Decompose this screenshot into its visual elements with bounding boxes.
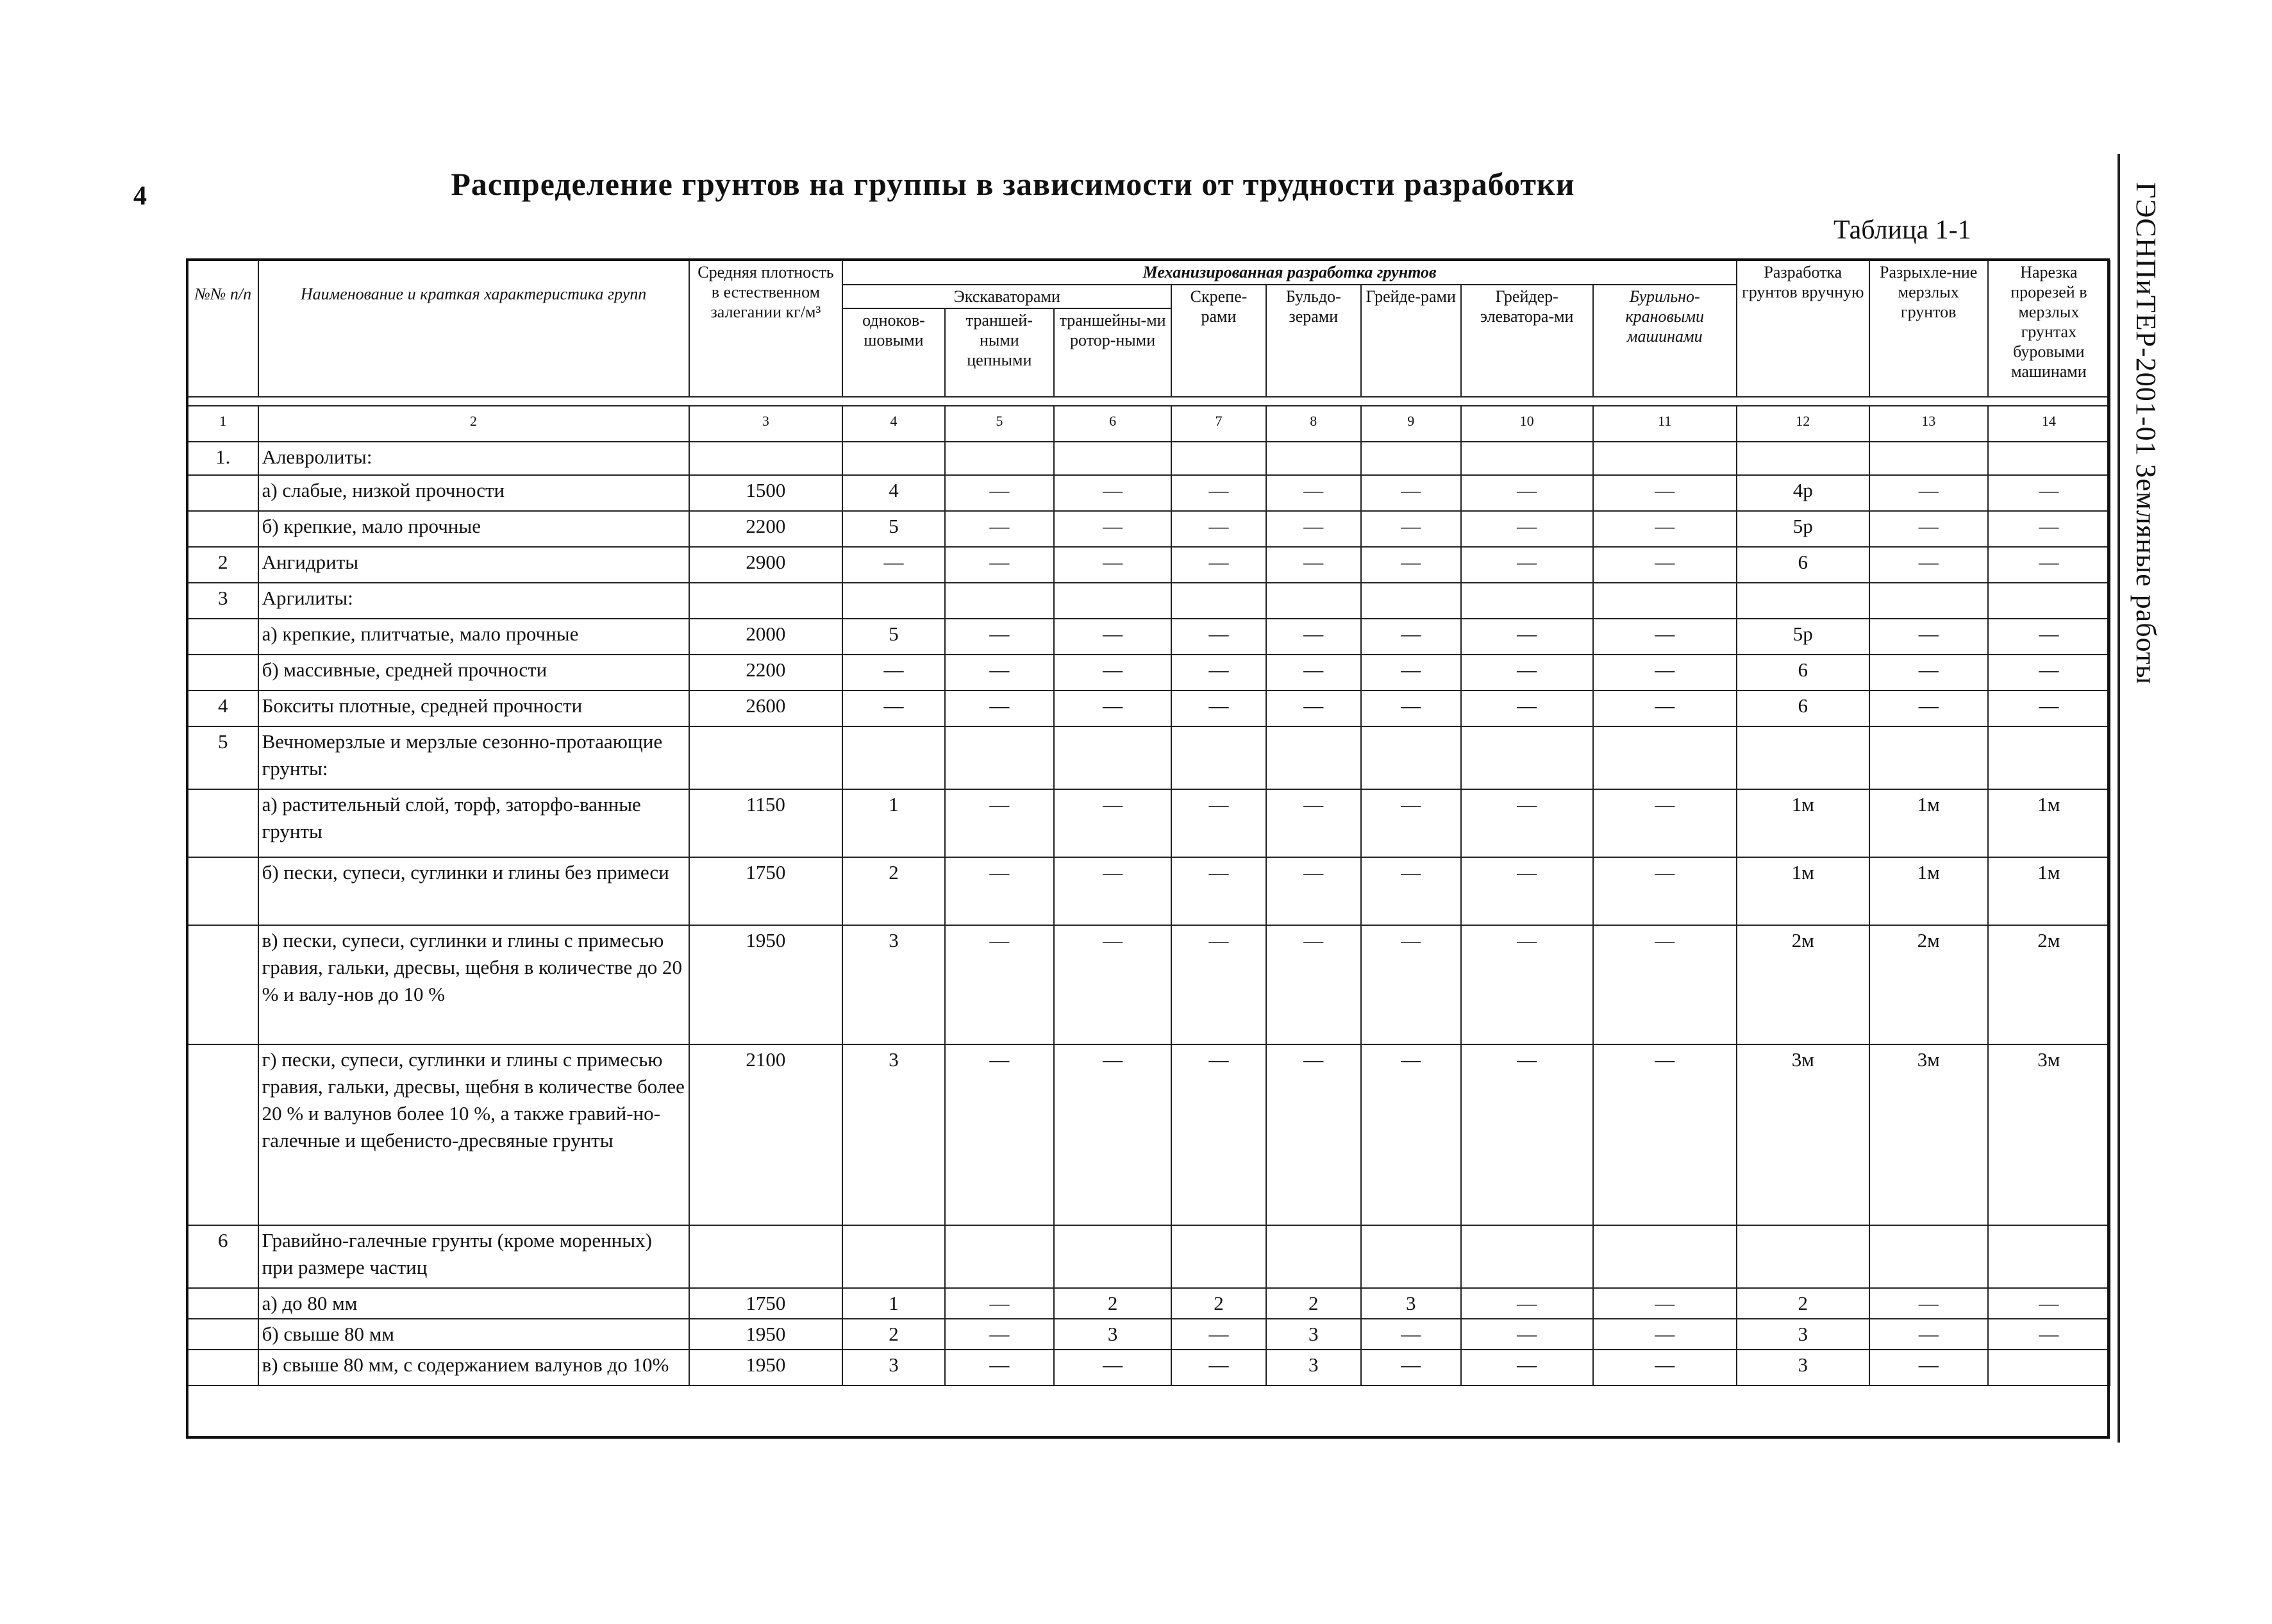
header-manual: Разработка грунтов вручную [1737, 260, 1869, 397]
group-value: 1м [1988, 857, 2110, 925]
group-value: — [1266, 511, 1361, 547]
density-value: 1950 [689, 1350, 843, 1385]
group-value [1054, 442, 1171, 475]
group-value: — [1988, 547, 2110, 583]
group-value: 5р [1737, 619, 1869, 655]
group-value [1737, 583, 1869, 619]
table-row [188, 619, 2110, 655]
group-value: 3м [1988, 1044, 2110, 1225]
column-number: 11 [1593, 406, 1737, 442]
group-value: — [945, 475, 1055, 511]
group-value: — [1593, 475, 1737, 511]
group-value: — [1361, 857, 1461, 925]
group-value: — [1461, 619, 1593, 655]
row-number: 3 [188, 583, 258, 619]
row-number [188, 655, 258, 691]
group-value: — [1869, 511, 1988, 547]
group-value [1988, 442, 2110, 475]
group-value [1266, 442, 1361, 475]
group-value: — [1988, 655, 2110, 691]
group-value: — [1171, 511, 1266, 547]
group-value [1171, 1225, 1266, 1288]
header-mechanized: Механизированная разработка грунтов [842, 260, 1737, 285]
group-value: — [1869, 619, 1988, 655]
group-value: — [1461, 547, 1593, 583]
group-value: 1м [1737, 857, 1869, 925]
table-row [188, 511, 2110, 547]
group-value: 1 [842, 1288, 944, 1319]
group-value [1988, 1350, 2110, 1385]
group-value: — [1054, 619, 1171, 655]
soil-name: Алевролиты: [258, 442, 689, 475]
table-row [188, 547, 2110, 583]
group-value: 3 [842, 925, 944, 1044]
group-value: 2 [1737, 1288, 1869, 1319]
column-number: 3 [689, 406, 843, 442]
group-value: — [1266, 691, 1361, 726]
group-value: — [1361, 925, 1461, 1044]
group-value: — [1266, 655, 1361, 691]
row-number [188, 511, 258, 547]
column-number: 5 [945, 406, 1055, 442]
soil-name: а) растительный слой, торф, заторфо-ванные грунты [258, 789, 689, 857]
group-value: — [1461, 1288, 1593, 1319]
header-drilling-cranes: Бурильно-крановыми машинами [1593, 285, 1737, 397]
group-value [1737, 1225, 1869, 1288]
table-row [188, 726, 2110, 789]
row-number [188, 925, 258, 1044]
group-value: 3м [1737, 1044, 1869, 1225]
group-value: — [1054, 789, 1171, 857]
group-value: 6 [1737, 691, 1869, 726]
group-value: 4 [842, 475, 944, 511]
column-number: 6 [1054, 406, 1171, 442]
group-value [1737, 442, 1869, 475]
group-value: — [1593, 619, 1737, 655]
group-value: — [1171, 475, 1266, 511]
density-value [689, 583, 843, 619]
density-value [689, 442, 843, 475]
soil-name: в) свыше 80 мм, с содержанием валунов до 10% [258, 1350, 689, 1385]
row-number: 2 [188, 547, 258, 583]
group-value: — [1869, 547, 1988, 583]
density-value: 2600 [689, 691, 843, 726]
header-ripping: Разрыхле-ние мерзлых грунтов [1869, 260, 1988, 397]
column-number: 8 [1266, 406, 1361, 442]
group-value [842, 726, 944, 789]
density-value: 1150 [689, 789, 843, 857]
group-value: — [1593, 1350, 1737, 1385]
group-value: — [842, 691, 944, 726]
group-value: — [1869, 655, 1988, 691]
group-value: — [1361, 1319, 1461, 1350]
group-value: — [1593, 655, 1737, 691]
group-value [945, 583, 1055, 619]
group-value: — [1171, 789, 1266, 857]
row-number [188, 1319, 258, 1350]
table-row [188, 442, 2110, 475]
group-value: 3 [842, 1350, 944, 1385]
group-value: — [842, 547, 944, 583]
header-trench-chain: траншей-ными цепными [945, 308, 1055, 397]
group-value: — [1593, 547, 1737, 583]
table-row [188, 789, 2110, 857]
group-value: — [1988, 691, 2110, 726]
table-row [188, 1319, 2110, 1350]
table-row [188, 1288, 2110, 1319]
group-value [1266, 726, 1361, 789]
group-value: 2м [1737, 925, 1869, 1044]
group-value [1266, 583, 1361, 619]
group-value [1593, 442, 1737, 475]
header-scrapers: Скрепе-рами [1171, 285, 1266, 397]
group-value [1593, 1225, 1737, 1288]
group-value: — [1361, 619, 1461, 655]
header-grader-elevators: Грейдер-элеватора-ми [1461, 285, 1593, 397]
table-row [188, 655, 2110, 691]
group-value: — [1171, 925, 1266, 1044]
row-number [188, 619, 258, 655]
group-value: 3 [1737, 1319, 1869, 1350]
group-value: — [1054, 655, 1171, 691]
group-value: — [1461, 511, 1593, 547]
group-value: — [945, 619, 1055, 655]
table-label: Таблица 1-1 [1833, 215, 1971, 245]
group-value: — [1461, 789, 1593, 857]
group-value: — [945, 1350, 1055, 1385]
group-value: 2 [842, 857, 944, 925]
group-value: — [1593, 1044, 1737, 1225]
group-value: — [1593, 925, 1737, 1044]
group-value [1461, 1225, 1593, 1288]
group-value: — [1988, 475, 2110, 511]
density-value [689, 1225, 843, 1288]
table-row [188, 1225, 2110, 1288]
soil-name: б) свыше 80 мм [258, 1319, 689, 1350]
group-value [1171, 583, 1266, 619]
header-slotting: Нарезка прорезей в мерзлых грунтах буровыми машинами [1988, 260, 2110, 397]
header-no: №№ п/п [188, 260, 258, 397]
group-value: — [1361, 691, 1461, 726]
group-value: 3м [1869, 1044, 1988, 1225]
group-value: — [1869, 1288, 1988, 1319]
column-number: 2 [258, 406, 689, 442]
group-value: 1м [1869, 789, 1988, 857]
group-value [1054, 726, 1171, 789]
page-title: Распределение грунтов на группы в зависимости от трудности разработки [451, 166, 1575, 202]
group-value: — [1461, 857, 1593, 925]
group-value [1054, 1225, 1171, 1288]
table-row [188, 925, 2110, 1044]
group-value: 6 [1737, 547, 1869, 583]
column-number: 9 [1361, 406, 1461, 442]
group-value [1461, 442, 1593, 475]
group-value: — [1461, 475, 1593, 511]
group-value: — [1461, 1044, 1593, 1225]
group-value: — [1171, 857, 1266, 925]
group-value: — [1461, 691, 1593, 726]
soil-name: в) пески, супеси, суглинки и глины с примесью гравия, гальки, дресвы, щебня в количестве до 20 % и валу-нов до 10 % [258, 925, 689, 1044]
group-value: — [1361, 1350, 1461, 1385]
table-row [188, 1044, 2110, 1225]
group-value: — [1461, 1319, 1593, 1350]
group-value: 2 [842, 1319, 944, 1350]
group-value: — [1361, 511, 1461, 547]
group-value: — [1266, 789, 1361, 857]
table-row [188, 857, 2110, 925]
row-number: 4 [188, 691, 258, 726]
group-value [1054, 583, 1171, 619]
column-number: 10 [1461, 406, 1593, 442]
group-value: — [1988, 511, 2110, 547]
group-value: 5 [842, 619, 944, 655]
column-number: 14 [1988, 406, 2110, 442]
group-value: 2 [1266, 1288, 1361, 1319]
row-number [188, 1044, 258, 1225]
group-value: — [945, 655, 1055, 691]
group-value [1361, 1225, 1461, 1288]
group-value: 5р [1737, 511, 1869, 547]
group-value: — [945, 857, 1055, 925]
group-value: — [1869, 1319, 1988, 1350]
group-value [1988, 583, 2110, 619]
group-value: — [1593, 1288, 1737, 1319]
row-number [188, 1288, 258, 1319]
group-value: — [1054, 1044, 1171, 1225]
row-number: 6 [188, 1225, 258, 1288]
row-number [188, 789, 258, 857]
group-value: 4р [1737, 475, 1869, 511]
group-value: — [1266, 925, 1361, 1044]
soil-name: Вечномерзлые и мерзлые сезонно-протаающие грунты: [258, 726, 689, 789]
group-value: 1 [842, 789, 944, 857]
group-value: — [1869, 1350, 1988, 1385]
group-value: — [1054, 511, 1171, 547]
group-value [1361, 726, 1461, 789]
group-value [1171, 442, 1266, 475]
header-trench-rotary: траншейны-ми ротор-ными [1054, 308, 1171, 397]
group-value: — [1266, 857, 1361, 925]
group-value [1171, 726, 1266, 789]
group-value: — [1361, 655, 1461, 691]
page-number: 4 [133, 181, 147, 211]
group-value: — [1054, 1350, 1171, 1385]
group-value [1988, 1225, 2110, 1288]
group-value: 5 [842, 511, 944, 547]
group-value: — [1054, 857, 1171, 925]
group-value [945, 442, 1055, 475]
group-value: 1м [1988, 789, 2110, 857]
group-value [1266, 1225, 1361, 1288]
group-value: — [1869, 691, 1988, 726]
group-value: — [1266, 547, 1361, 583]
group-value [1361, 583, 1461, 619]
margin-rule [2117, 154, 2120, 1443]
group-value [1869, 726, 1988, 789]
group-value: 2м [1988, 925, 2110, 1044]
header-single-bucket: одноков-шовыми [842, 308, 944, 397]
header-density: Средняя плотность в естественном залегании кг/м³ [689, 260, 843, 397]
group-value: 3 [1054, 1319, 1171, 1350]
group-value: — [1361, 1044, 1461, 1225]
group-value [1593, 726, 1737, 789]
density-value: 1950 [689, 925, 843, 1044]
group-value: — [1171, 1044, 1266, 1225]
group-value: 2м [1869, 925, 1988, 1044]
group-value: — [1361, 547, 1461, 583]
group-value [1869, 1225, 1988, 1288]
group-value: 2 [1171, 1288, 1266, 1319]
row-number [188, 475, 258, 511]
column-number: 1 [188, 406, 258, 442]
group-value [945, 726, 1055, 789]
group-value: — [1361, 789, 1461, 857]
group-value [1461, 583, 1593, 619]
group-value: — [1593, 691, 1737, 726]
row-number [188, 857, 258, 925]
table-row [188, 583, 2110, 619]
group-value: — [1266, 475, 1361, 511]
group-value [1361, 442, 1461, 475]
group-value [1869, 442, 1988, 475]
table-row [188, 475, 2110, 511]
group-value [1988, 726, 2110, 789]
group-value: — [1869, 475, 1988, 511]
group-value: — [945, 925, 1055, 1044]
group-value: — [945, 547, 1055, 583]
density-value: 2100 [689, 1044, 843, 1225]
column-number: 7 [1171, 406, 1266, 442]
group-value: — [1461, 655, 1593, 691]
soil-name: Аргилиты: [258, 583, 689, 619]
density-value: 2900 [689, 547, 843, 583]
group-value: 1м [1869, 857, 1988, 925]
header-graders: Грейде-рами [1361, 285, 1461, 397]
document-code: ГЭСНПиТЕР-2001-01 Земляные работы [2130, 182, 2162, 685]
soil-name: б) крепкие, мало прочные [258, 511, 689, 547]
header-excavators: Экскаваторами [842, 285, 1171, 308]
group-value: — [1988, 1288, 2110, 1319]
density-value: 1500 [689, 475, 843, 511]
column-number: 12 [1737, 406, 1869, 442]
group-value: — [945, 691, 1055, 726]
group-value: — [945, 1319, 1055, 1350]
density-value: 1750 [689, 857, 843, 925]
density-value: 1950 [689, 1319, 843, 1350]
group-value: — [1266, 619, 1361, 655]
group-value: 3 [1737, 1350, 1869, 1385]
group-value: — [945, 1044, 1055, 1225]
group-value: — [945, 1288, 1055, 1319]
density-value: 1750 [689, 1288, 843, 1319]
group-value: — [945, 511, 1055, 547]
density-value: 2200 [689, 655, 843, 691]
soil-name: а) слабые, низкой прочности [258, 475, 689, 511]
group-value: 6 [1737, 655, 1869, 691]
group-value: — [1266, 1044, 1361, 1225]
group-value: 3 [1266, 1350, 1361, 1385]
group-value: — [1171, 1350, 1266, 1385]
group-value [945, 1225, 1055, 1288]
row-number [188, 1350, 258, 1385]
soil-name: а) до 80 мм [258, 1288, 689, 1319]
soil-groups-table [187, 260, 2110, 1386]
group-value: — [1593, 789, 1737, 857]
group-value [1737, 726, 1869, 789]
column-number: 13 [1869, 406, 1988, 442]
density-value: 2000 [689, 619, 843, 655]
group-value: — [1054, 691, 1171, 726]
group-value: — [1171, 655, 1266, 691]
group-value [842, 442, 944, 475]
group-value [1461, 726, 1593, 789]
row-number: 1. [188, 442, 258, 475]
group-value: — [1593, 857, 1737, 925]
group-value: — [1461, 1350, 1593, 1385]
density-value: 2200 [689, 511, 843, 547]
group-value [842, 583, 944, 619]
soil-name: а) крепкие, плитчатые, мало прочные [258, 619, 689, 655]
group-value: 1м [1737, 789, 1869, 857]
group-value: — [1171, 547, 1266, 583]
soil-name: г) пески, супеси, суглинки и глины с примесью гравия, гальки, дресвы, щебня в количестве более 20 % и валунов более 10 %, а также гравий-но-галечные и щебенисто-дресвяные грунты [258, 1044, 689, 1225]
group-value: — [1171, 691, 1266, 726]
group-value: 2 [1054, 1288, 1171, 1319]
group-value: 3 [842, 1044, 944, 1225]
group-value: — [1461, 925, 1593, 1044]
group-value: — [1054, 547, 1171, 583]
group-value: — [1054, 925, 1171, 1044]
row-number: 5 [188, 726, 258, 789]
group-value: — [945, 789, 1055, 857]
group-value: — [1171, 619, 1266, 655]
group-value: — [1593, 511, 1737, 547]
header-bulldozers: Бульдо-зерами [1266, 285, 1361, 397]
group-value: — [1054, 475, 1171, 511]
group-value: — [1988, 619, 2110, 655]
group-value: — [1988, 1319, 2110, 1350]
column-number: 4 [842, 406, 944, 442]
group-value [1869, 583, 1988, 619]
table-row [188, 691, 2110, 726]
soil-name: Гравийно-галечные грунты (кроме моренных) при размере частиц [258, 1225, 689, 1288]
group-value: 3 [1361, 1288, 1461, 1319]
table-row [188, 1350, 2110, 1385]
group-value: — [1171, 1319, 1266, 1350]
soil-name: Бокситы плотные, средней прочности [258, 691, 689, 726]
group-value: 3 [1266, 1319, 1361, 1350]
group-value: — [1361, 475, 1461, 511]
density-value [689, 726, 843, 789]
soil-name: б) массивные, средней прочности [258, 655, 689, 691]
soil-name: б) пески, супеси, суглинки и глины без примеси [258, 857, 689, 925]
soil-name: Ангидриты [258, 547, 689, 583]
group-value [1593, 583, 1737, 619]
group-value [842, 1225, 944, 1288]
group-value: — [842, 655, 944, 691]
group-value: — [1593, 1319, 1737, 1350]
header-name: Наименование и краткая характеристика групп [258, 260, 689, 397]
